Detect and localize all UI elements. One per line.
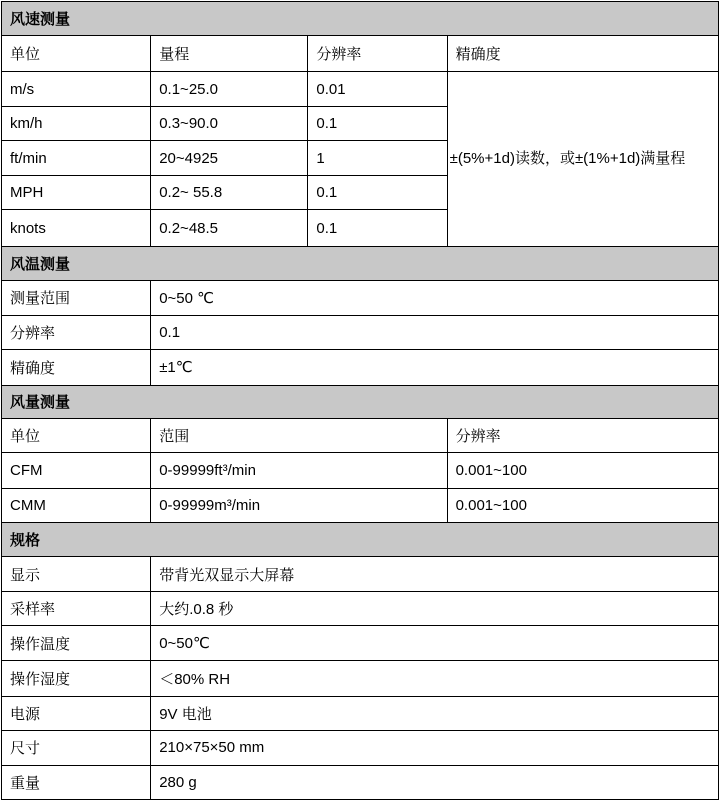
label-cell: 尺寸: [2, 730, 151, 765]
table-row: [2, 315, 719, 349]
value-cell: 0~50℃: [151, 626, 719, 661]
resolution-cell: 0.1: [308, 176, 447, 210]
specs-section-header: [2, 523, 719, 557]
resolution-cell: 0.001~100: [447, 489, 718, 523]
header-resolution: 分辨率: [308, 36, 447, 72]
value-cell: 280 g: [151, 765, 719, 799]
air-volume-title: 风量测量: [2, 385, 719, 418]
value-cell: 大约.0.8 秒: [151, 592, 719, 626]
table-row: [2, 349, 719, 385]
resolution-cell: 0.001~100: [447, 453, 718, 489]
range-cell: 0.2~ 55.8: [151, 176, 308, 210]
range-cell: 0.2~48.5: [151, 210, 308, 246]
table-row: [2, 557, 719, 592]
accuracy-cell: ±(5%+1d)读数，或±(1%+1d)满量程: [447, 72, 718, 246]
label-cell: 精确度: [2, 349, 151, 385]
range-cell: 20~4925: [151, 141, 308, 176]
range-cell: 0-99999ft³/min: [151, 453, 447, 489]
value-cell: 带背光双显示大屏幕: [151, 557, 719, 592]
range-cell: 0.1~25.0: [151, 72, 308, 107]
unit-cell: km/h: [2, 107, 151, 141]
resolution-cell: 0.1: [308, 107, 447, 141]
resolution-cell: 1: [308, 141, 447, 176]
air-volume-header-row: [2, 418, 719, 452]
range-cell: 0-99999m³/min: [151, 489, 447, 523]
header-unit: 单位: [2, 418, 151, 452]
table-row: [2, 280, 719, 315]
label-cell: 操作湿度: [2, 661, 151, 696]
specs-title: 规格: [2, 523, 719, 557]
spec-table: [1, 1, 719, 800]
label-cell: 操作温度: [2, 626, 151, 661]
header-accuracy: 精确度: [447, 36, 718, 72]
value-cell: 9V 电池: [151, 696, 719, 730]
value-cell: ±1℃: [151, 349, 719, 385]
range-cell: 0.3~90.0: [151, 107, 308, 141]
table-row: [2, 765, 719, 799]
label-cell: 电源: [2, 696, 151, 730]
value-cell: 0.1: [151, 315, 719, 349]
table-row: [2, 626, 719, 661]
header-range: 量程: [151, 36, 308, 72]
label-cell: 重量: [2, 765, 151, 799]
label-cell: 测量范围: [2, 280, 151, 315]
header-resolution: 分辨率: [447, 418, 718, 452]
unit-cell: knots: [2, 210, 151, 246]
table-row: [2, 453, 719, 489]
wind-temp-title: 风温测量: [2, 246, 719, 280]
table-row: [2, 661, 719, 696]
resolution-cell: 0.1: [308, 210, 447, 246]
label-cell: 采样率: [2, 592, 151, 626]
table-row: [2, 592, 719, 626]
resolution-cell: 0.01: [308, 72, 447, 107]
unit-cell: MPH: [2, 176, 151, 210]
value-cell: 210×75×50 mm: [151, 730, 719, 765]
table-row: [2, 696, 719, 730]
wind-speed-section-header: [2, 2, 719, 36]
value-cell: ＜80% RH: [151, 661, 719, 696]
header-range: 范围: [151, 418, 447, 452]
table-row: [2, 489, 719, 523]
wind-temp-section-header: [2, 246, 719, 280]
unit-cell: m/s: [2, 72, 151, 107]
air-volume-section-header: [2, 385, 719, 418]
value-cell: 0~50 ℃: [151, 280, 719, 315]
wind-speed-title: 风速测量: [2, 2, 719, 36]
unit-cell: CMM: [2, 489, 151, 523]
header-unit: 单位: [2, 36, 151, 72]
table-row: [2, 72, 719, 107]
label-cell: 分辨率: [2, 315, 151, 349]
wind-speed-header-row: [2, 36, 719, 72]
table-row: [2, 730, 719, 765]
unit-cell: ft/min: [2, 141, 151, 176]
label-cell: 显示: [2, 557, 151, 592]
unit-cell: CFM: [2, 453, 151, 489]
